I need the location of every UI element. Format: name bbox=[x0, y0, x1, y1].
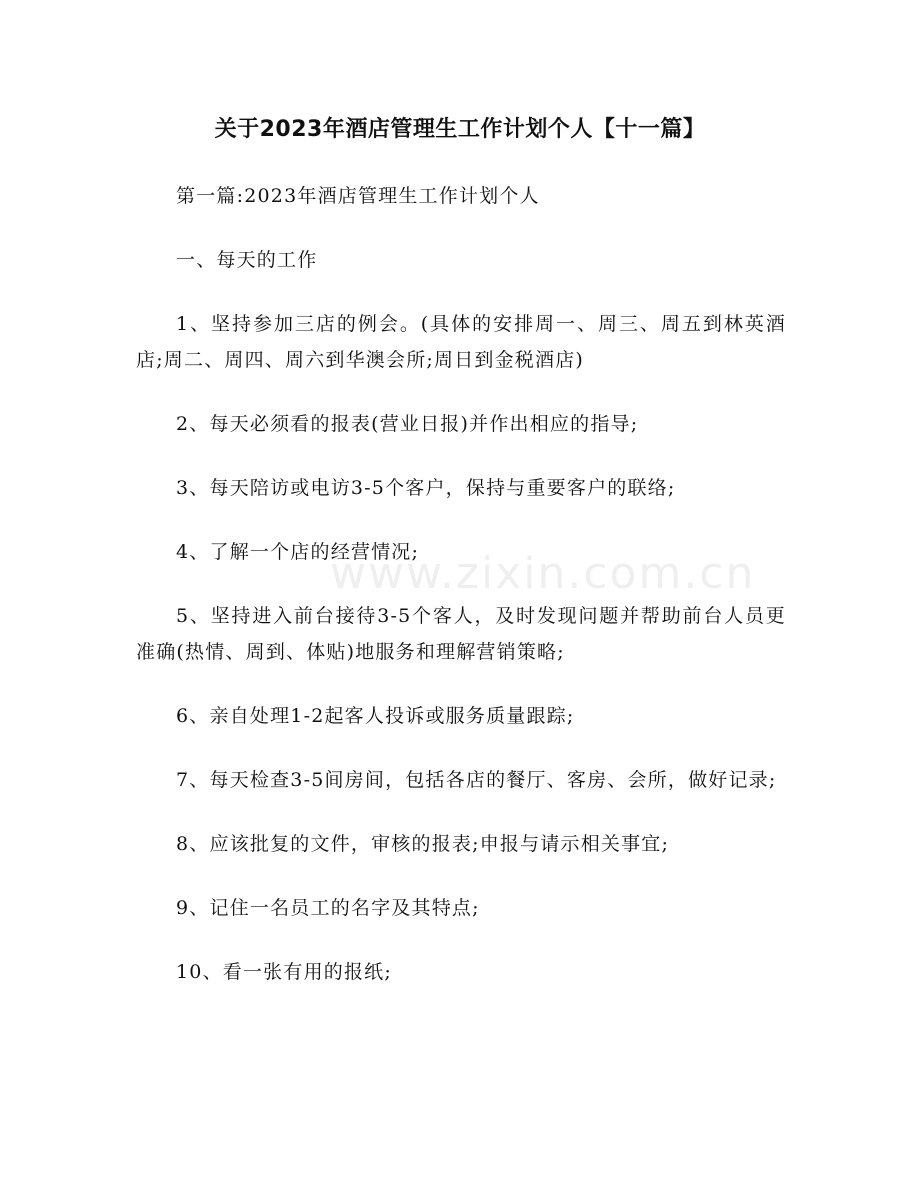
subsection-heading: 一、每天的工作 bbox=[176, 249, 318, 271]
list-item: 1、坚持参加三店的例会。(具体的安排周一、周三、周五到林英酒店;周二、周四、周六到华澳会所;周日到金税酒店) bbox=[136, 313, 786, 371]
list-item: 2、每天必须看的报表(营业日报)并作出相应的指导; bbox=[176, 413, 639, 435]
section-heading: 第一篇:2023年酒店管理生工作计划个人 bbox=[176, 185, 540, 207]
list-item: 4、了解一个店的经营情况; bbox=[176, 541, 420, 563]
list-item: 9、记住一名员工的名字及其特点; bbox=[176, 897, 480, 919]
document-title: 关于2023年酒店管理生工作计划个人【十一篇】 bbox=[214, 117, 706, 142]
list-item: 10、看一张有用的报纸; bbox=[176, 961, 392, 983]
list-item: 8、应该批复的文件，审核的报表;申报与请示相关事宜; bbox=[176, 833, 670, 855]
list-item: 5、坚持进入前台接待3-5个客人，及时发现问题并帮助前台人员更准确(热情、周到、体贴)地服务和理解营销策略; bbox=[136, 605, 786, 663]
list-item: 7、每天检查3-5间房间，包括各店的餐厅、客房、会所，做好记录; bbox=[176, 769, 777, 791]
document-body bbox=[138, 178, 786, 1018]
list-item: 3、每天陪访或电访3-5个客户，保持与重要客户的联络; bbox=[176, 477, 676, 499]
list-item: 6、亲自处理1-2起客人投诉或服务质量跟踪; bbox=[176, 705, 575, 727]
watermark: www.zixin.com.cn bbox=[330, 548, 756, 599]
